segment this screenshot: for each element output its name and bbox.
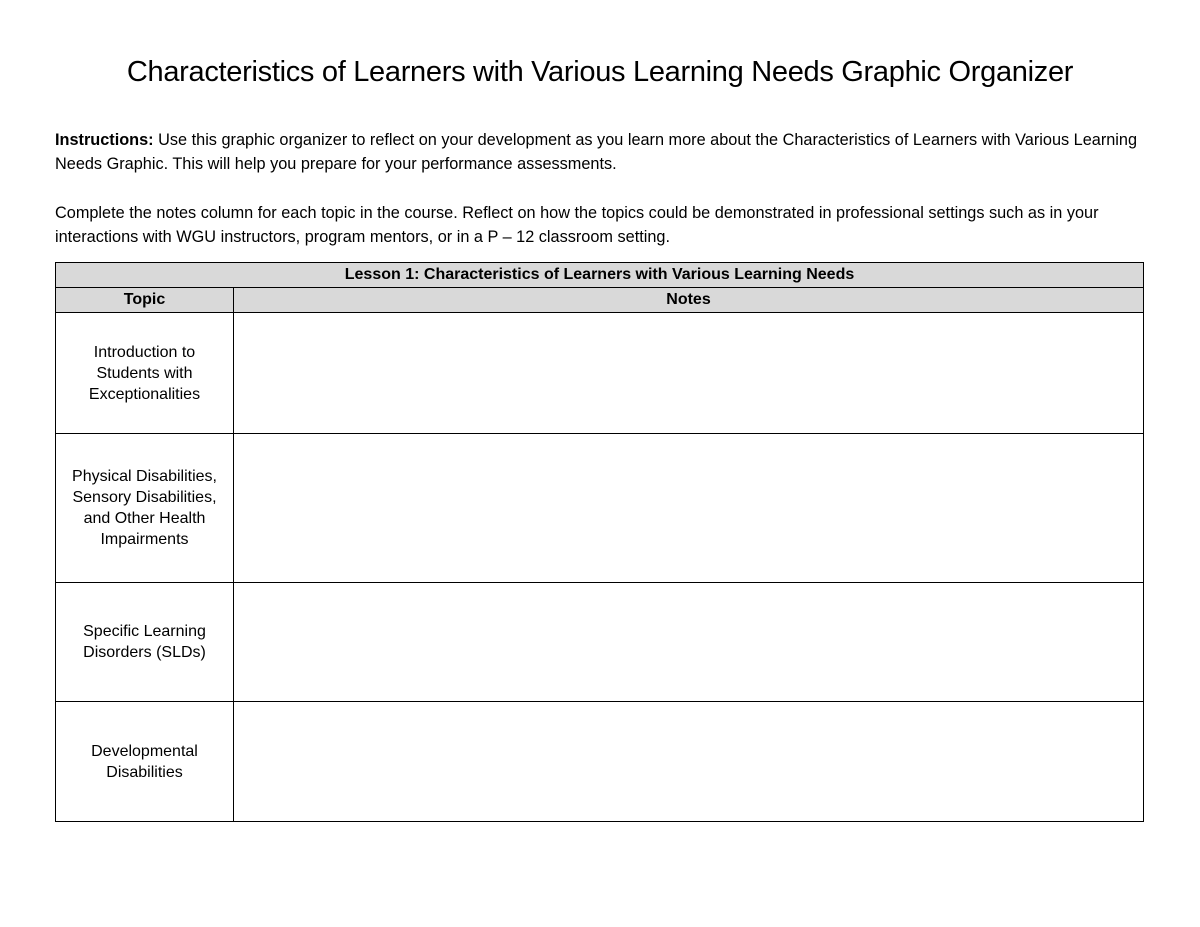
topic-cell: Developmental Disabilities xyxy=(56,702,234,822)
notes-cell[interactable] xyxy=(234,313,1144,434)
topic-cell: Physical Disabilities, Sensory Disabilities, and Other Health Impairments xyxy=(56,434,234,583)
table-row xyxy=(56,434,1144,583)
notes-cell[interactable] xyxy=(234,434,1144,583)
instructions-text: Use this graphic organizer to reflect on your development as you learn more about the Characteristics of Learners with Various Learning Needs Graphic. This will help you prepare for your performance assessments. xyxy=(55,131,1138,173)
graphic-organizer-table xyxy=(55,262,1144,822)
instructions-paragraph xyxy=(55,128,1150,176)
notes-guidance-paragraph: Complete the notes column for each topic in the course. Reflect on how the topics could be demonstrated in professional settings such as in your interactions with WGU instructors, program mentors, or in a P – 12 classroom setting. xyxy=(55,204,1099,246)
table-row xyxy=(56,702,1144,822)
table-row xyxy=(56,583,1144,702)
column-header-topic: Topic xyxy=(56,288,234,313)
column-header-notes: Notes xyxy=(234,288,1144,313)
notes-cell[interactable] xyxy=(234,702,1144,822)
instructions-label: Instructions: xyxy=(55,131,154,149)
notes-cell[interactable] xyxy=(234,583,1144,702)
topic-cell: Specific Learning Disorders (SLDs) xyxy=(56,583,234,702)
lesson-header-row xyxy=(56,263,1144,288)
column-header-row xyxy=(56,288,1144,313)
page-title: Characteristics of Learners with Various Learning Needs Graphic Organizer xyxy=(126,56,1074,88)
table-row xyxy=(56,313,1144,434)
topic-cell: Introduction to Students with Exceptionalities xyxy=(56,313,234,434)
lesson-header: Lesson 1: Characteristics of Learners with Various Learning Needs xyxy=(56,263,1144,288)
